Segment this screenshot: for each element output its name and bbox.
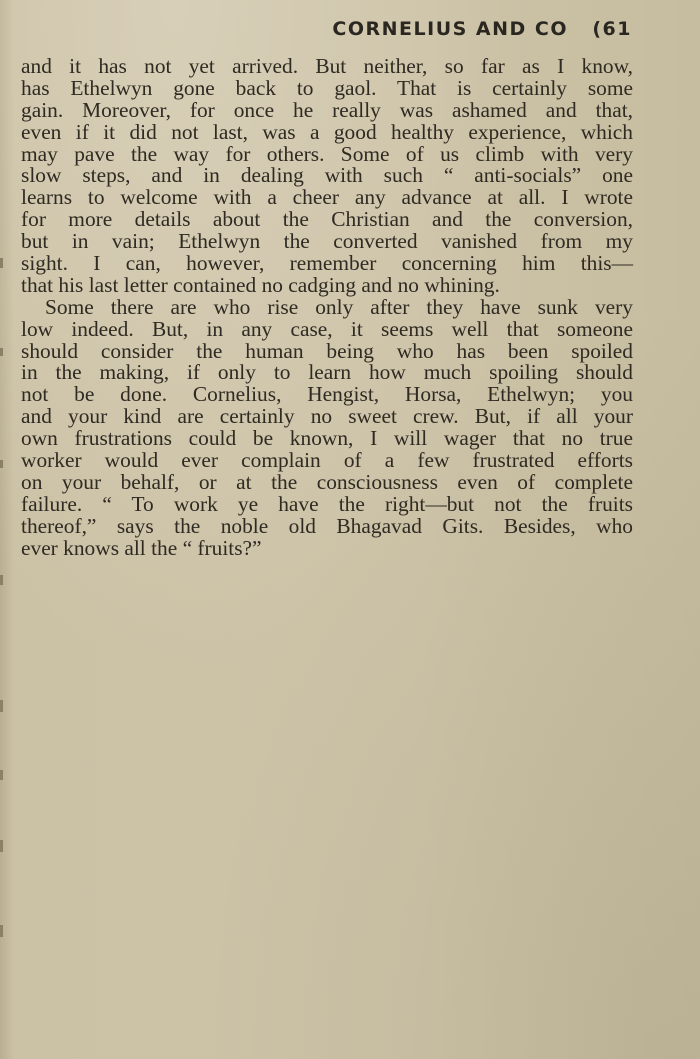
text-line: and your kind are certainly no sweet crew. But, if all your	[21, 404, 633, 429]
text-line: ever knows all the “ fruits?”	[21, 535, 262, 560]
text-line: in the making, if only to learn how much spoiling should	[21, 360, 633, 385]
text-line: even if it did not last, was a good healthy experience, which	[21, 119, 633, 144]
gutter-mark	[0, 700, 3, 712]
text-line: low indeed. But, in any case, it seems well that someone	[21, 316, 633, 341]
text-line: for more details about the Christian and the conversion,	[21, 207, 633, 232]
text-line: that his last letter contained no cadging and no whining.	[21, 272, 500, 297]
text-line: on your behalf, or at the consciousness even of complete	[21, 469, 633, 494]
text-line: and it has not yet arrived. But neither, so far as I know,	[21, 54, 633, 78]
text-line: failure. “ To work ye have the right—but not the fruits	[21, 491, 633, 516]
gutter-mark	[0, 348, 3, 356]
text-line: but in vain; Ethelwyn the converted vanished from my	[21, 229, 633, 254]
text-line: gain. Moreover, for once he really was ashamed and that,	[21, 97, 633, 122]
body-text	[21, 56, 633, 559]
gutter-mark	[0, 258, 3, 268]
text-line: sight. I can, however, remember concerning him this—	[21, 251, 633, 276]
text-line: Some there are who rise only after they have sunk very	[45, 294, 633, 319]
text-line: own frustrations could be known, I will wager that no true	[21, 426, 633, 451]
text-line: worker would ever complain of a few frustrated efforts	[21, 448, 633, 473]
gutter-mark	[0, 770, 3, 780]
text-line: learns to welcome with a cheer any advance at all. I wrote	[21, 185, 633, 210]
text-line: may pave the way for others. Some of us climb with very	[21, 141, 633, 166]
text-line: has Ethelwyn gone back to gaol. That is certainly some	[21, 75, 633, 100]
running-title: CORNELIUS AND CO	[332, 18, 569, 40]
text-line: slow steps, and in dealing with such “ anti-socials” one	[21, 163, 633, 188]
text-line: thereof,” says the noble old Bhagavad Gits. Besides, who	[21, 513, 633, 538]
page-number: (61	[592, 18, 632, 40]
gutter-mark	[0, 925, 3, 937]
gutter-mark	[0, 460, 3, 468]
gutter-mark	[0, 840, 3, 852]
text-line: not be done. Cornelius, Hengist, Horsa, Ethelwyn; you	[21, 382, 633, 407]
text-line: should consider the human being who has been spoiled	[21, 338, 633, 363]
gutter-mark	[0, 575, 3, 585]
running-head	[332, 18, 632, 40]
